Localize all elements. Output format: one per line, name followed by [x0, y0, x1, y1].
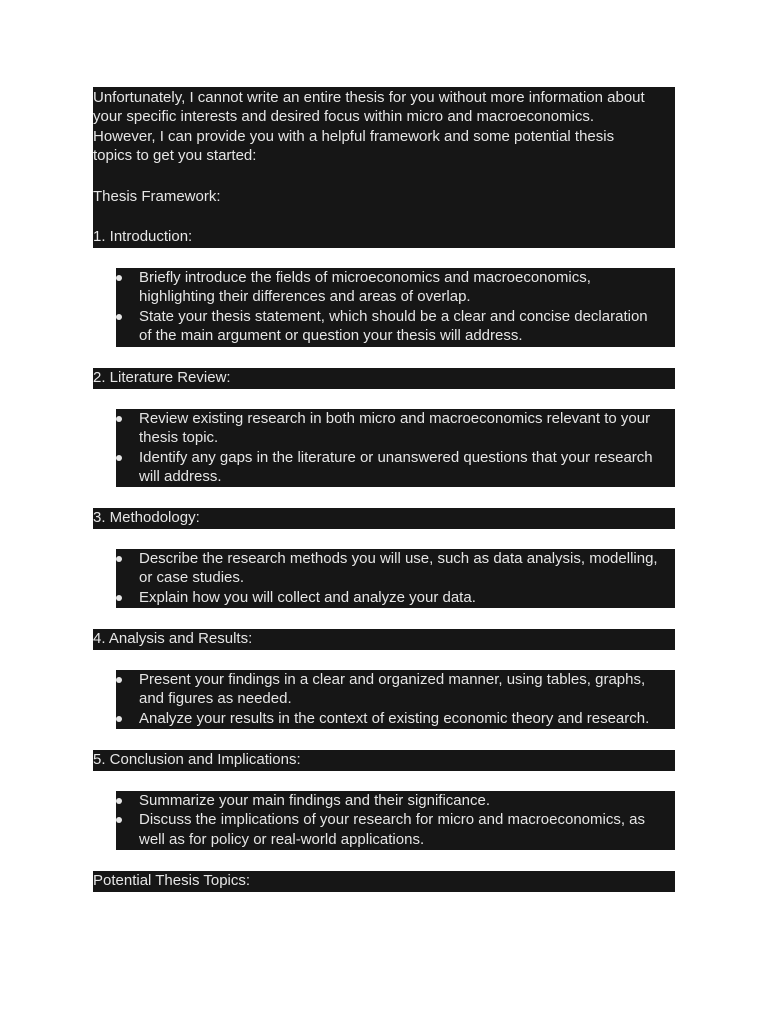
list-item: Discuss the implications of your research for micro and macroeconomics, as well as for policy or real-world applications. [139, 810, 675, 849]
bullet-icon [116, 314, 122, 320]
intro-line: topics to get you started: [93, 147, 257, 165]
intro-line: your specific interests and desired focus within micro and macroeconomics. [93, 108, 595, 126]
bullet-icon [116, 716, 122, 722]
list-item: Explain how you will collect and analyze your data. [139, 588, 675, 607]
list-item: Analyze your results in the context of existing economic theory and research. [139, 709, 675, 728]
list-item: Briefly introduce the fields of microeconomics and macroeconomics, highlighting their differences and areas of overlap. [139, 268, 675, 307]
list-item: Present your findings in a clear and organized manner, using tables, graphs, and figures as needed. [139, 670, 675, 709]
bullet-icon [116, 416, 122, 422]
bullet-icon [116, 455, 122, 461]
intro-line: However, I can provide you with a helpful framework and some potential thesis [93, 127, 615, 145]
bullet-icon [116, 275, 122, 281]
framework-heading: Thesis Framework: [93, 187, 221, 205]
bullet-icon [116, 677, 122, 683]
section-heading: 2. Literature Review: [93, 368, 675, 389]
topics-heading: Potential Thesis Topics: [93, 871, 675, 892]
bullet-list [116, 791, 675, 850]
section-heading: 3. Methodology: [93, 508, 675, 529]
bullet-icon [116, 798, 122, 804]
list-item: State your thesis statement, which should be a clear and concise declaration of the main argument or question your thesis will address. [139, 307, 675, 346]
bullet-list [116, 268, 675, 347]
intro-line: Unfortunately, I cannot write an entire thesis for you without more information about [93, 89, 645, 106]
bullet-icon [116, 595, 122, 601]
section-heading: 1. Introduction: [93, 228, 193, 246]
intro-block [93, 87, 675, 248]
bullet-list [116, 670, 675, 729]
list-item: Summarize your main findings and their significance. [139, 791, 675, 810]
list-item: Review existing research in both micro and macroeconomics relevant to your thesis topic. [139, 409, 675, 448]
section-heading: 5. Conclusion and Implications: [93, 750, 675, 771]
bullet-list [116, 549, 675, 608]
section-heading: 4. Analysis and Results: [93, 629, 675, 650]
list-item: Identify any gaps in the literature or unanswered questions that your research will address. [139, 448, 675, 487]
bullet-icon [116, 556, 122, 562]
bullet-list [116, 409, 675, 487]
list-item: Describe the research methods you will use, such as data analysis, modelling, or case studies. [139, 549, 675, 588]
bullet-icon [116, 817, 122, 823]
